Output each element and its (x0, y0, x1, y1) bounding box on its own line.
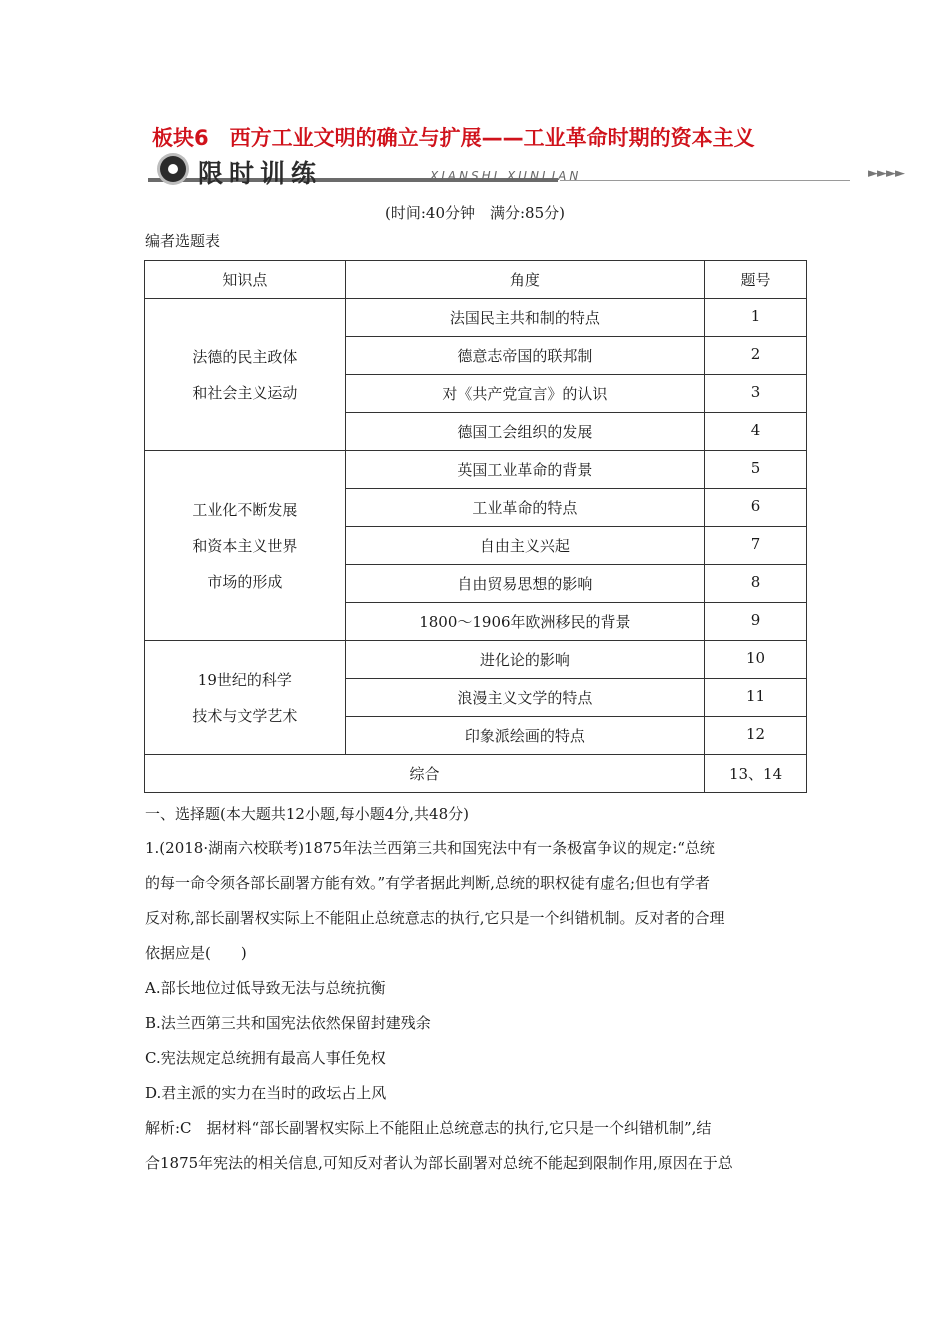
angle-cell: 对《共产党宣言》的认识 (345, 375, 704, 413)
summary-label: 综合 (145, 755, 705, 793)
angle-cell: 印象派绘画的特点 (345, 717, 704, 755)
number-cell: 5 (705, 451, 807, 489)
angle-cell: 英国工业革命的背景 (345, 451, 704, 489)
category-line: 工业化不断发展 (192, 500, 298, 519)
number-cell: 9 (705, 603, 807, 641)
banner-rule-thin (560, 180, 850, 181)
option-c: C.宪法规定总统拥有最高人事任免权 (145, 1049, 386, 1067)
number-cell: 10 (705, 641, 807, 679)
table-row (145, 451, 807, 489)
option-a: A.部长地位过低导致无法与总统抗衡 (145, 979, 386, 997)
angle-cell: 自由贸易思想的影响 (345, 565, 704, 603)
table-row (145, 299, 807, 337)
category-cell (145, 641, 346, 755)
number-cell: 3 (705, 375, 807, 413)
angle-cell: 工业革命的特点 (345, 489, 704, 527)
header-knowledge: 知识点 (145, 261, 346, 299)
number-cell: 2 (705, 337, 807, 375)
angle-cell: 德国工会组织的发展 (345, 413, 704, 451)
angle-cell: 自由主义兴起 (345, 527, 704, 565)
category-line: 法德的民主政体 (192, 347, 298, 366)
category-cell (145, 451, 346, 641)
banner-title: 限时训练 (198, 159, 323, 188)
table-header-row (145, 261, 807, 299)
category-line: 和社会主义运动 (192, 383, 298, 402)
number-cell: 11 (705, 679, 807, 717)
number-cell: 4 (705, 413, 807, 451)
analysis-line: 解析:C 据材料“部长副署权实际上不能阻止总统意志的执行,它只是一个纠错机制”,结 (145, 1119, 712, 1137)
header-angle: 角度 (345, 261, 704, 299)
question-line: 依据应是( ) (145, 944, 247, 962)
table-caption: 编者选题表 (145, 232, 221, 250)
category-cell (145, 299, 346, 451)
question-line: 的每一命令须各部长副署方能有效。”有学者据此判断,总统的职权徒有虚名;但也有学者 (145, 874, 710, 892)
angle-cell: 进化论的影响 (345, 641, 704, 679)
angle-cell: 1800～1906年欧洲移民的背景 (345, 603, 704, 641)
selection-table (144, 260, 807, 793)
category-line: 技术与文学艺术 (192, 706, 298, 725)
number-cell: 6 (705, 489, 807, 527)
category-line: 和资本主义世界 (192, 536, 298, 555)
target-icon (160, 156, 186, 182)
table-row (145, 641, 807, 679)
table-summary-row (145, 755, 807, 793)
angle-cell: 德意志帝国的联邦制 (345, 337, 704, 375)
time-info: (时间:40分钟 满分:85分) (385, 204, 565, 222)
question-line: 反对称,部长副署权实际上不能阻止总统意志的执行,它只是一个纠错机制。反对者的合理 (145, 909, 725, 927)
angle-cell: 法国民主共和制的特点 (345, 299, 704, 337)
number-cell: 7 (705, 527, 807, 565)
option-d: D.君主派的实力在当时的政坛占上风 (145, 1084, 387, 1102)
page-title: 板块6 西方工业文明的确立与扩展——工业革命时期的资本主义 (152, 126, 755, 150)
analysis-line: 合1875年宪法的相关信息,可知反对者认为部长副署对总统不能起到限制作用,原因在于总 (145, 1154, 733, 1172)
header-number: 题号 (705, 261, 807, 299)
category-line: 19世纪的科学 (197, 670, 292, 689)
number-cell: 1 (705, 299, 807, 337)
number-cell: 8 (705, 565, 807, 603)
question-line: 1.(2018·湖南六校联考)1875年法兰西第三共和国宪法中有一条极富争议的规定:“总统 (145, 839, 715, 857)
banner-subtitle: XIANSHI XUNLIAN (430, 169, 582, 183)
angle-cell: 浪漫主义文学的特点 (345, 679, 704, 717)
summary-number: 13、14 (705, 755, 807, 793)
option-b: B.法兰西第三共和国宪法依然保留封建残余 (145, 1014, 431, 1032)
section-banner (140, 154, 920, 188)
category-line: 市场的形成 (207, 572, 283, 591)
arrows-icon: ►►►► (868, 166, 904, 181)
number-cell: 12 (705, 717, 807, 755)
section-heading: 一、选择题(本大题共12小题,每小题4分,共48分) (145, 805, 469, 823)
question-stem (145, 831, 807, 1181)
